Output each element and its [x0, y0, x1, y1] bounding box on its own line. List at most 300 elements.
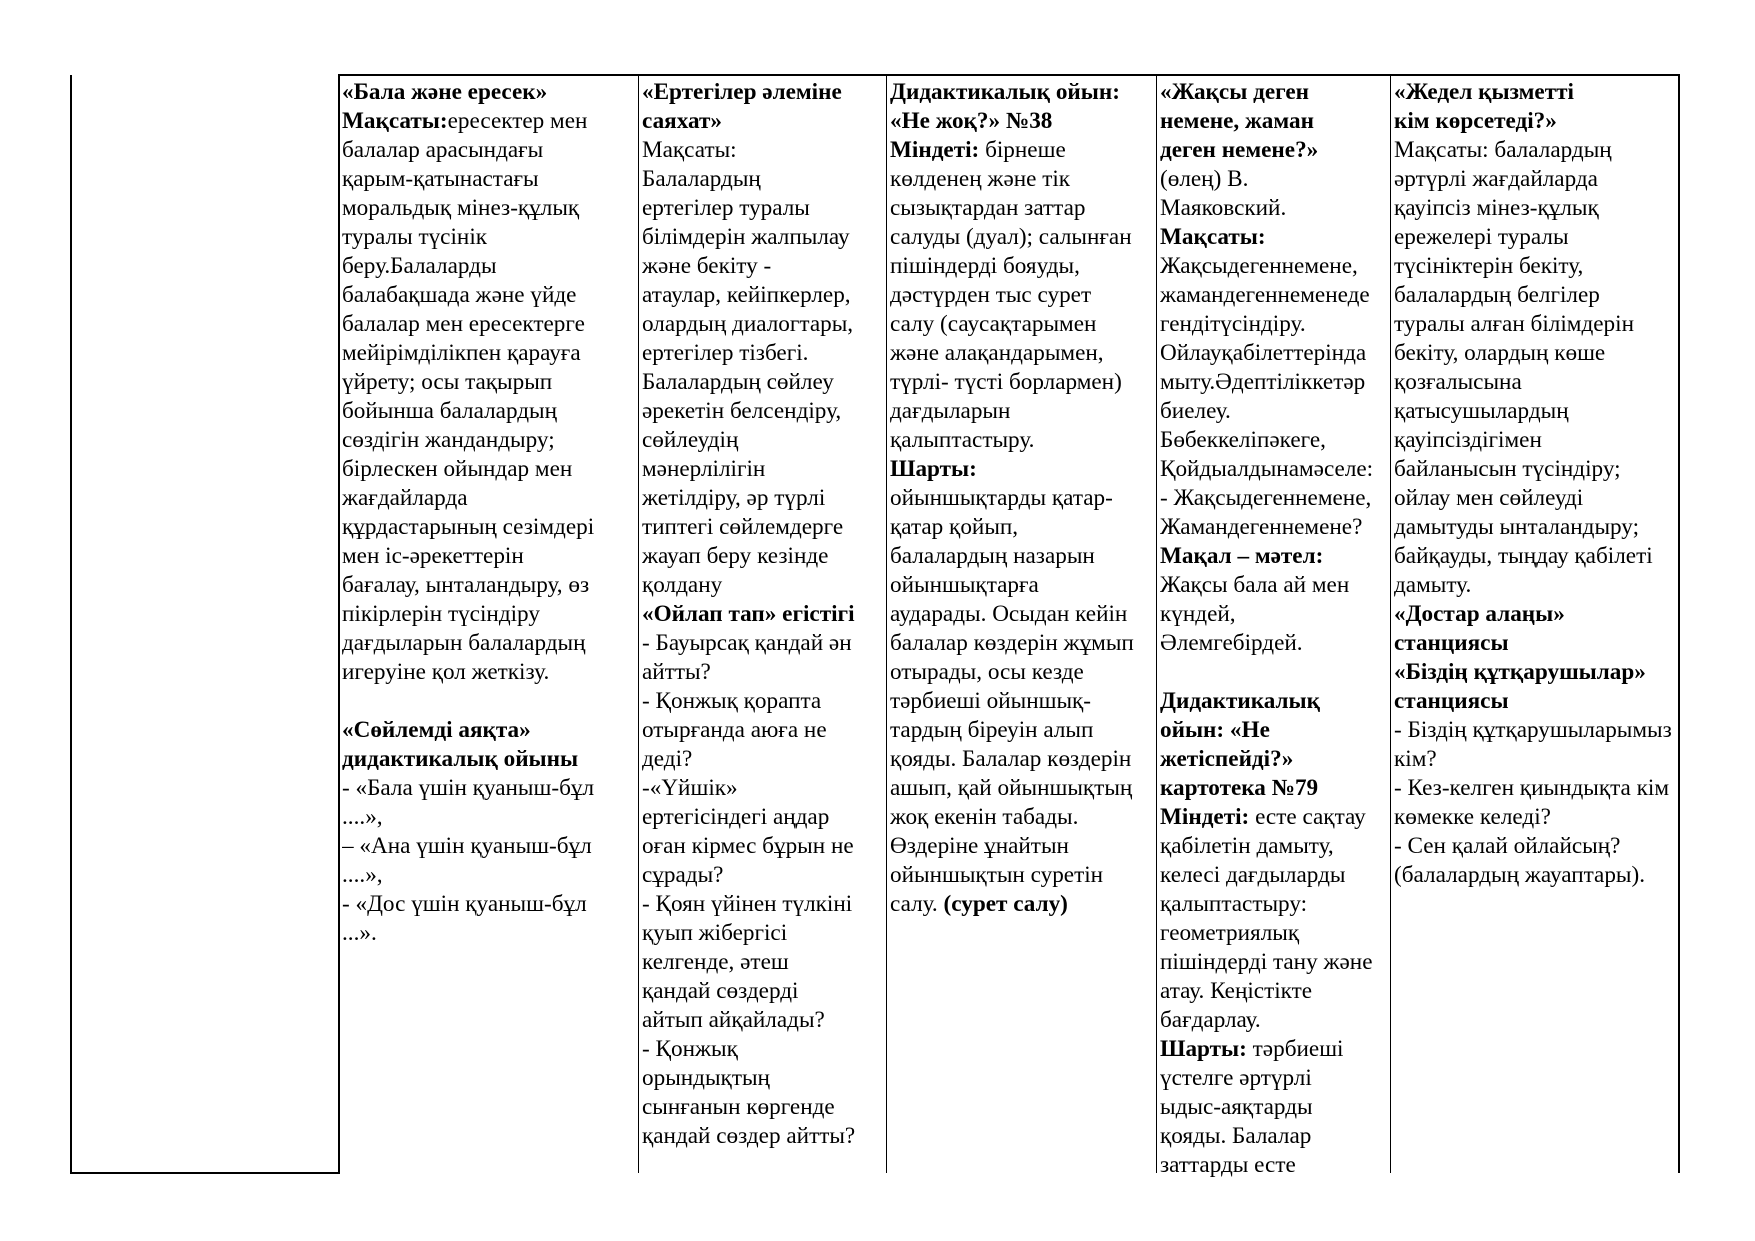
- body-text: және бекіту -: [642, 253, 772, 279]
- body-text: мәнерлілігін: [642, 456, 766, 482]
- text-line: [1160, 658, 1388, 687]
- text-line: [642, 716, 884, 745]
- body-text: ертегісіндегі аңдар: [642, 804, 830, 830]
- text-line: [642, 890, 884, 919]
- body-text: Жамандегеннемене?: [1160, 514, 1363, 540]
- bold-text: Дидактикалық ойын:: [890, 79, 1120, 105]
- body-text: бағдарлау.: [1160, 1007, 1261, 1033]
- body-text: Мақсаты:: [642, 137, 737, 163]
- text-line: [642, 919, 884, 948]
- body-text: салу.: [890, 891, 944, 917]
- body-text: жетілдіру, әр түрлі: [642, 485, 826, 511]
- text-line: [342, 832, 634, 861]
- body-text: дамытуды ынталандыру;: [1394, 514, 1640, 540]
- body-text: (балалардың жауаптары).: [1394, 862, 1646, 888]
- text-line: [1160, 165, 1388, 194]
- body-text: балалардың белгілер: [1394, 282, 1600, 308]
- text-line: [1394, 368, 1676, 397]
- text-line: [1394, 484, 1676, 513]
- text-line: [1394, 107, 1676, 136]
- text-line: [642, 281, 884, 310]
- text-line: [1160, 832, 1388, 861]
- bold-text: Мақсаты:: [342, 108, 448, 134]
- body-text: қарым-қатынастағы: [342, 166, 539, 192]
- bold-text: станциясы: [1394, 630, 1509, 656]
- body-text: салуды (дуал); салынған: [890, 224, 1132, 250]
- text-line: [890, 455, 1154, 484]
- text-line: [890, 600, 1154, 629]
- bold-text: саяхат»: [642, 108, 722, 134]
- text-line: [1160, 948, 1388, 977]
- body-text: түсініктерін бекіту,: [1394, 253, 1584, 279]
- text-line: [1160, 774, 1388, 803]
- table-border-col3: [886, 75, 887, 1173]
- text-line: [342, 252, 634, 281]
- bold-text: «Жақсы деген: [1160, 79, 1309, 105]
- text-line: [642, 310, 884, 339]
- bold-text: кім көрсетеді?»: [1394, 108, 1557, 134]
- body-text: қандай сөздерді: [642, 978, 799, 1004]
- body-text: қауіпсіздігімен: [1394, 427, 1542, 453]
- body-text: әрекетін белсендіру,: [642, 398, 842, 424]
- table-cell-zhedel-qyzmetti: [1394, 78, 1676, 890]
- body-text: Жақсыдегеннемене,: [1160, 253, 1358, 279]
- text-line: [1394, 832, 1676, 861]
- body-text: деді?: [642, 746, 693, 772]
- text-line: [342, 107, 634, 136]
- text-line: [1160, 136, 1388, 165]
- bold-text: Шарты:: [1160, 1036, 1247, 1062]
- text-line: [890, 542, 1154, 571]
- text-line: [890, 745, 1154, 774]
- text-line: [1394, 78, 1676, 107]
- body-text: әртүрлі жағдайларда: [1394, 166, 1598, 192]
- text-line: [890, 513, 1154, 542]
- body-text: қояды. Балалар: [1160, 1123, 1312, 1149]
- body-text: үстелге әртүрлі: [1160, 1065, 1312, 1091]
- body-text: айтып айқайлады?: [642, 1007, 825, 1033]
- text-line: [642, 745, 884, 774]
- body-text: және алақандарымен,: [890, 340, 1104, 366]
- text-line: [1160, 339, 1388, 368]
- body-text: қалыптастыру.: [890, 427, 1035, 453]
- body-text: ертегілер туралы: [642, 195, 810, 221]
- body-text: ойыншықтарды қатар-: [890, 485, 1113, 511]
- text-line: [342, 165, 634, 194]
- body-text: - Сен қалай ойлайсың?: [1394, 833, 1621, 859]
- text-line: [1394, 803, 1676, 832]
- text-line: [890, 803, 1154, 832]
- body-text: Маяковский.: [1160, 195, 1287, 221]
- text-line: [642, 368, 884, 397]
- body-text: атау. Кеңістікте: [1160, 978, 1313, 1004]
- text-line: [1394, 513, 1676, 542]
- text-line: [642, 252, 884, 281]
- text-line: [342, 716, 634, 745]
- body-text: жағдайларда: [342, 485, 468, 511]
- text-line: [1394, 571, 1676, 600]
- body-text: беру.Балаларды: [342, 253, 497, 279]
- body-text: мейірімділікпен қарауға: [342, 340, 581, 366]
- body-text: Қойдыалдынамәселе:: [1160, 456, 1374, 482]
- text-line: [1160, 745, 1388, 774]
- body-text: тәрбиеші ойыншық-: [890, 688, 1092, 714]
- body-text: мен іс-әрекеттерін: [342, 543, 524, 569]
- body-text: - «Дос үшін қуаныш-бұл: [342, 891, 587, 917]
- body-text: Бөбеккеліпәкеге,: [1160, 427, 1326, 453]
- body-text: ашып, қай ойыншықтың: [890, 775, 1133, 801]
- text-line: [1394, 629, 1676, 658]
- text-line: [1160, 890, 1388, 919]
- text-line: [1160, 629, 1388, 658]
- body-text: игеруіне қол жеткізу.: [342, 659, 550, 685]
- bold-text: Дидактикалық: [1160, 688, 1321, 714]
- bold-text: Мақсаты:: [1160, 224, 1266, 250]
- body-text: заттарды есте: [1160, 1152, 1296, 1178]
- text-line: [1160, 397, 1388, 426]
- body-text: бағалау, ынталандыру, өз: [342, 572, 590, 598]
- body-text: қуып жібергісі: [642, 920, 788, 946]
- text-line: [890, 484, 1154, 513]
- table-cell-bala-zhane-eresek: [342, 78, 634, 948]
- body-text: жоқ екенін табады.: [890, 804, 1079, 830]
- text-line: [890, 716, 1154, 745]
- body-text: - «Бала үшін қуаныш-бұл: [342, 775, 595, 801]
- text-line: [642, 658, 884, 687]
- text-line: [642, 339, 884, 368]
- text-line: [890, 368, 1154, 397]
- text-line: [890, 890, 1154, 919]
- text-line: [1160, 484, 1388, 513]
- table-border-col5: [1390, 75, 1391, 1173]
- body-text: -«Үйшік»: [642, 775, 738, 801]
- text-line: [342, 281, 634, 310]
- body-text: бойынша балалардың: [342, 398, 558, 424]
- text-line: [1160, 426, 1388, 455]
- text-line: [342, 136, 634, 165]
- text-line: [890, 223, 1154, 252]
- text-line: [1394, 600, 1676, 629]
- text-line: [1394, 455, 1676, 484]
- body-text: аударады. Осыдан кейін: [890, 601, 1128, 627]
- text-line: [642, 1064, 884, 1093]
- body-text: - Қонжық: [642, 1036, 738, 1062]
- text-line: [1394, 165, 1676, 194]
- table-border-col1: [338, 75, 340, 1174]
- text-line: [642, 687, 884, 716]
- body-text: пішіндерді бояуды,: [890, 253, 1080, 279]
- body-text: қауіпсіз мінез-құлық: [1394, 195, 1599, 221]
- body-text: келгенде, әтеш: [642, 949, 789, 975]
- body-text: ережелері туралы: [1394, 224, 1569, 250]
- body-text: түрлі- түсті борлармен): [890, 369, 1122, 395]
- table-cell-ne-zhoq: [890, 78, 1154, 919]
- bold-text: «Ойлап тап» егістігі: [642, 601, 855, 627]
- text-line: [642, 542, 884, 571]
- body-text: дағдыларын балалардың: [342, 630, 586, 656]
- text-line: [1160, 281, 1388, 310]
- text-line: [342, 368, 634, 397]
- text-line: [642, 600, 884, 629]
- text-line: [1160, 252, 1388, 281]
- text-line: [1160, 310, 1388, 339]
- body-text: білімдерін жалпылау: [642, 224, 850, 250]
- text-line: [1160, 455, 1388, 484]
- body-text: қозғалысына: [1394, 369, 1522, 395]
- body-text: Мақсаты: балалардың: [1394, 137, 1612, 163]
- text-line: [342, 339, 634, 368]
- text-line: [1394, 861, 1676, 890]
- text-line: [342, 194, 634, 223]
- body-text: - Біздің құтқарушыларымыз: [1394, 717, 1672, 743]
- text-line: [1160, 687, 1388, 716]
- bold-text: жетіспейді?»: [1160, 746, 1294, 772]
- bold-text: «Достар алаңы»: [1394, 601, 1565, 627]
- body-text: - Жақсыдегеннемене,: [1160, 485, 1372, 511]
- text-line: [890, 687, 1154, 716]
- text-line: [1394, 774, 1676, 803]
- text-line: [1160, 919, 1388, 948]
- text-line: [1394, 281, 1676, 310]
- text-line: [1160, 107, 1388, 136]
- body-text: қатысушылардың: [1394, 398, 1569, 424]
- text-line: [890, 78, 1154, 107]
- table-cell-zhaqsy-degen-nemene: [1160, 78, 1388, 1180]
- bold-text: немене, жаман: [1160, 108, 1314, 134]
- bold-text: «Жедел қызметті: [1394, 79, 1574, 105]
- text-line: [1394, 687, 1676, 716]
- text-line: [642, 513, 884, 542]
- body-text: (өлең) В.: [1160, 166, 1249, 192]
- text-line: [642, 832, 884, 861]
- body-text: ойыншықтын суретін: [890, 862, 1104, 888]
- body-text: құрдастарының сезімдері: [342, 514, 595, 540]
- text-line: [342, 861, 634, 890]
- body-text: – «Ана үшін қуаныш-бұл: [342, 833, 592, 859]
- body-text: сызықтардан заттар: [890, 195, 1086, 221]
- text-line: [890, 774, 1154, 803]
- text-line: [342, 571, 634, 600]
- text-line: [1394, 252, 1676, 281]
- text-line: [342, 745, 634, 774]
- text-line: [1160, 600, 1388, 629]
- body-text: бірнеше: [979, 137, 1066, 163]
- text-line: [642, 1035, 884, 1064]
- body-text: ертегілер тізбегі.: [642, 340, 809, 366]
- text-line: [1394, 397, 1676, 426]
- text-line: [342, 919, 634, 948]
- body-text: ....»,: [342, 804, 383, 830]
- text-line: [342, 542, 634, 571]
- text-line: [1160, 513, 1388, 542]
- text-line: [342, 223, 634, 252]
- text-line: [890, 136, 1154, 165]
- body-text: балалар мен ересектерге: [342, 311, 585, 337]
- body-text: оған кірмес бұрын не: [642, 833, 854, 859]
- table-border-right: [1678, 75, 1680, 1173]
- body-text: қолдану: [642, 572, 723, 598]
- text-line: [642, 78, 884, 107]
- body-text: атаулар, кейіпкерлер,: [642, 282, 851, 308]
- body-text: пішіндерді тану және: [1160, 949, 1373, 975]
- body-text: сөздігін жандандыру;: [342, 427, 555, 453]
- text-line: [342, 658, 634, 687]
- table-border-bottom: [70, 1172, 340, 1174]
- body-text: жамандегеннеменеде: [1160, 282, 1370, 308]
- bold-text: «Не жоқ?» №38: [890, 108, 1053, 134]
- body-text: Жақсы бала ай мен: [1160, 572, 1350, 598]
- text-line: [890, 165, 1154, 194]
- text-line: [1160, 571, 1388, 600]
- text-line: [342, 397, 634, 426]
- body-text: үйрету; осы тақырып: [342, 369, 553, 395]
- text-line: [642, 397, 884, 426]
- text-line: [1160, 223, 1388, 252]
- body-text: орындықтың: [642, 1065, 770, 1091]
- body-text: қатар қойып,: [890, 514, 1019, 540]
- text-line: [1160, 368, 1388, 397]
- body-text: олардың диалогтары,: [642, 311, 854, 337]
- body-text: типтегі сөйлемдерге: [642, 514, 844, 540]
- body-text: Өздеріне ұнайтын: [890, 833, 1069, 859]
- body-text: балалардың назарын: [890, 543, 1095, 569]
- body-text: биелеу.: [1160, 398, 1231, 424]
- text-line: [642, 803, 884, 832]
- table-border-top: [338, 74, 1680, 76]
- bold-text: «Ертегілер әлеміне: [642, 79, 842, 105]
- text-line: [1394, 339, 1676, 368]
- text-line: [890, 310, 1154, 339]
- body-text: балалар көздерін жұмып: [890, 630, 1134, 656]
- body-text: отырғанда аюға не: [642, 717, 827, 743]
- body-text: Ойлауқабілеттерінда: [1160, 340, 1367, 366]
- body-text: тардың біреуін алып: [890, 717, 1094, 743]
- text-line: [642, 426, 884, 455]
- bold-text: Міндеті:: [890, 137, 980, 163]
- text-line: [642, 948, 884, 977]
- bold-text: «Біздің құтқарушылар»: [1394, 659, 1646, 685]
- text-line: [342, 310, 634, 339]
- text-line: [1394, 658, 1676, 687]
- text-line: [342, 484, 634, 513]
- text-line: [342, 803, 634, 832]
- text-line: [890, 658, 1154, 687]
- body-text: айтты?: [642, 659, 711, 685]
- text-line: [1160, 861, 1388, 890]
- text-line: [890, 107, 1154, 136]
- body-text: геометриялық: [1160, 920, 1300, 946]
- text-line: [642, 1122, 884, 1151]
- body-text: сөйлеудің: [642, 427, 739, 453]
- body-text: келесі дағдыларды: [1160, 862, 1346, 888]
- body-text: моральдық мінез-құлық: [342, 195, 580, 221]
- bold-text: ойын: «Не: [1160, 717, 1270, 743]
- body-text: ойыншықтарға: [890, 572, 1039, 598]
- text-line: [342, 890, 634, 919]
- bold-text: (сурет салу): [943, 891, 1068, 917]
- text-line: [642, 629, 884, 658]
- text-line: [890, 861, 1154, 890]
- table-cell-ertegiler-alemine: [642, 78, 884, 1151]
- text-line: [642, 484, 884, 513]
- text-line: [1394, 136, 1676, 165]
- text-line: [1160, 542, 1388, 571]
- body-text: қалыптастыру:: [1160, 891, 1308, 917]
- body-text: - Қонжық қорапта: [642, 688, 822, 714]
- text-line: [890, 397, 1154, 426]
- text-line: [1160, 803, 1388, 832]
- body-text: Әлемгебірдей.: [1160, 630, 1303, 656]
- text-line: [1160, 977, 1388, 1006]
- text-line: [1160, 1006, 1388, 1035]
- text-line: [890, 194, 1154, 223]
- body-text: балабақшада және үйде: [342, 282, 577, 308]
- body-text: кім?: [1394, 746, 1437, 772]
- body-text: балалар арасындағы: [342, 137, 544, 163]
- text-line: [342, 600, 634, 629]
- text-line: [642, 1093, 884, 1122]
- body-text: жауап беру кезінде: [642, 543, 829, 569]
- text-line: [890, 629, 1154, 658]
- text-line: [642, 774, 884, 803]
- body-text: отырады, осы кезде: [890, 659, 1084, 685]
- body-text: сұрады?: [642, 862, 724, 888]
- body-text: қабілетін дамыту,: [1160, 833, 1334, 859]
- text-line: [342, 687, 634, 716]
- body-text: - Кез-келген қиындықта кім: [1394, 775, 1669, 801]
- body-text: Балалардың сөйлеу: [642, 369, 834, 395]
- text-line: [1394, 716, 1676, 745]
- body-text: ....»,: [342, 862, 383, 888]
- body-text: ыдыс-аяқтарды: [1160, 1094, 1313, 1120]
- body-text: мыту.Әдептіліккетәр: [1160, 369, 1366, 395]
- table-border-left: [70, 75, 72, 1174]
- body-text: ...».: [342, 920, 377, 946]
- text-line: [642, 165, 884, 194]
- text-line: [342, 629, 634, 658]
- body-text: салу (саусақтарымен: [890, 311, 1097, 337]
- bold-text: деген немене?»: [1160, 137, 1319, 163]
- text-line: [642, 1006, 884, 1035]
- text-line: [342, 513, 634, 542]
- body-text: көмекке келеді?: [1394, 804, 1551, 830]
- body-text: қандай сөздер айтты?: [642, 1123, 856, 1149]
- text-line: [890, 252, 1154, 281]
- body-text: көлденең және тік: [890, 166, 1071, 192]
- body-text: гендітүсіндіру.: [1160, 311, 1306, 337]
- text-line: [642, 107, 884, 136]
- text-line: [342, 774, 634, 803]
- text-line: [1394, 426, 1676, 455]
- text-line: [1394, 745, 1676, 774]
- body-text: есте сақтау: [1249, 804, 1366, 830]
- bold-text: дидактикалық ойыны: [342, 746, 579, 772]
- text-line: [1160, 1064, 1388, 1093]
- text-line: [342, 426, 634, 455]
- bold-text: «Сөйлемді аяқта»: [342, 717, 531, 743]
- bold-text: картотека №79: [1160, 775, 1319, 801]
- text-line: [1394, 310, 1676, 339]
- text-line: [642, 136, 884, 165]
- body-text: туралы алған білімдерін: [1394, 311, 1634, 337]
- body-text: - Бауырсақ қандай ән: [642, 630, 852, 656]
- body-text: пікірлерін түсіндіру: [342, 601, 540, 627]
- text-line: [1160, 78, 1388, 107]
- text-line: [342, 78, 634, 107]
- text-line: [890, 281, 1154, 310]
- body-text: Балалардың: [642, 166, 761, 192]
- body-text: тәрбиеші: [1246, 1036, 1344, 1062]
